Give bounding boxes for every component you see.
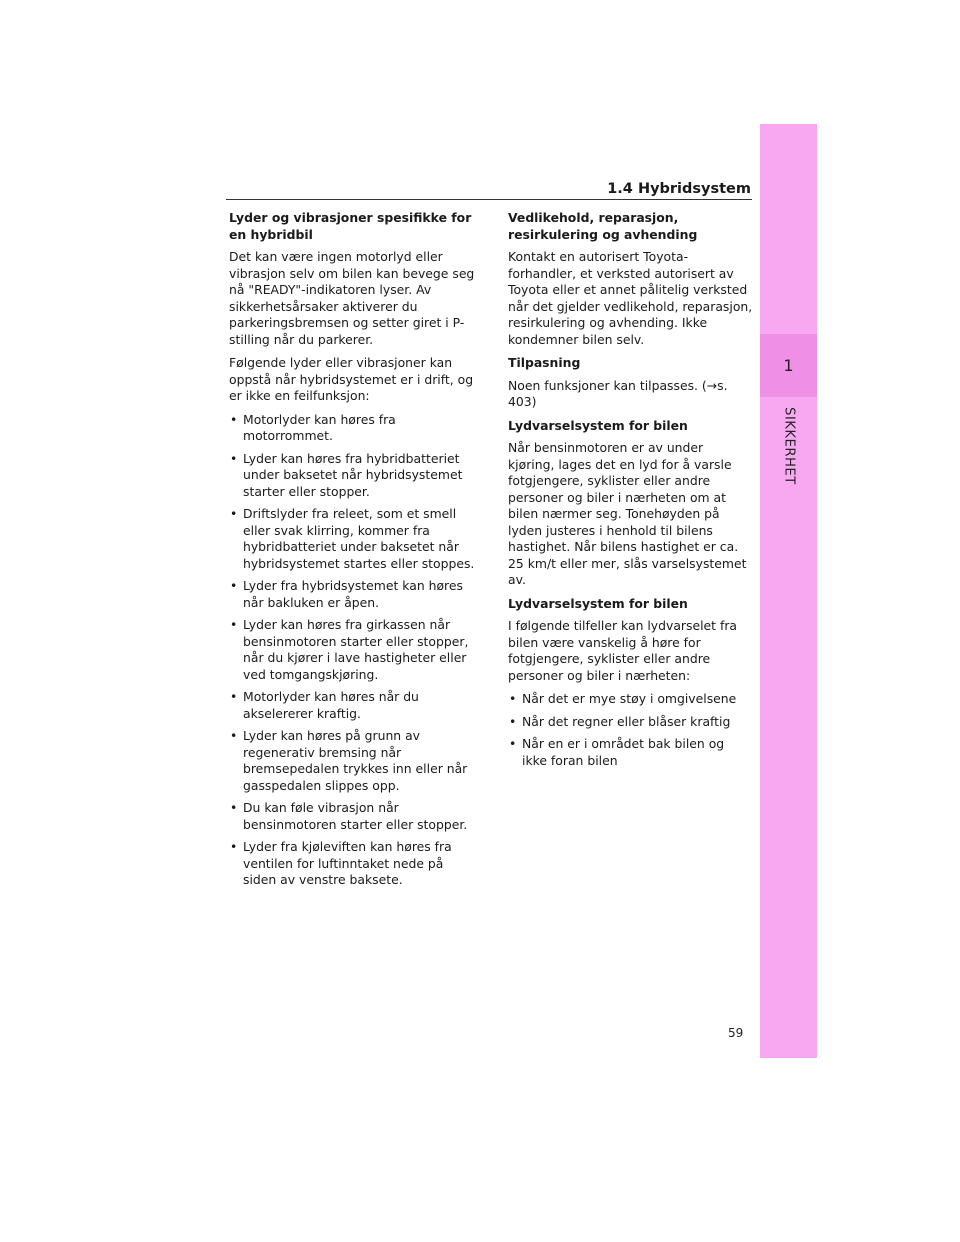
list-item: • Motorlyder kan høres når du akselererer kraftig.: [229, 689, 479, 722]
chapter-number-tab[interactable]: [760, 334, 817, 397]
left-bullet-list: [229, 412, 479, 889]
sound-warning-text-2: I følgende tilfeller kan lydvarselet fra bilen være vanskelig å høre for fotgjengere, syklister eller andre personer og biler i nærheten:: [508, 618, 738, 683]
left-heading: Lyder og vibrasjoner spesifikke for en hybridbil: [229, 210, 472, 242]
list-item: • Lyder kan høres fra girkassen når bensinmotoren starter eller stopper, når du kjører i lave hastigheter eller ved tomgangskjøring.: [229, 617, 479, 683]
list-item: • Motorlyder kan høres fra motorrommet.: [229, 412, 479, 445]
page-number: 59: [728, 1026, 744, 1040]
list-item: • Når en er i området bak bilen og ikke foran bilen: [508, 736, 753, 769]
right-column: [508, 210, 753, 775]
chapter-label: SIKKERHET: [781, 407, 797, 485]
header-divider: [226, 199, 752, 200]
maintenance-text: Kontakt en autorisert Toyota-forhandler, et verksted autorisert av Toyota eller et annet pålitelig verksted når det gjelder vedlikehold, reparasjon, resirkulering og avhending. Ikke kondemner bilen selv.: [508, 249, 753, 347]
left-column: [229, 210, 479, 895]
left-paragraph-1: Det kan være ingen motorlyd eller vibrasjon selv om bilen kan bevege seg nå "READY"-indikatoren lyser. Av sikkerhetsårsaker aktiverer du parkeringsbremsen og setter giret i P-stilling når du parkerer.: [229, 249, 475, 347]
chapter-sidebar: [760, 124, 817, 1058]
list-item: • Du kan føle vibrasjon når bensinmotoren starter eller stopper.: [229, 800, 479, 833]
list-item: • Lyder kan høres fra hybridbatteriet under baksetet når hybridsystemet starter eller stopper.: [229, 451, 479, 501]
list-item: • Når det er mye støy i omgivelsene: [508, 691, 753, 708]
sound-warning-text: Når bensinmotoren er av under kjøring, lages det en lyd for å varsle fotgjengere, syklister eller andre personer og biler i nærheten om at bilen nærmer seg. Tonehøyden på lyden justeres i henhold til bilens hastighet. Når bilens hastighet er ca. 25 km/t eller mer, slås varselsystemet av.: [508, 440, 747, 587]
list-item: • Driftslyder fra releet, som et smell eller svak klirring, kommer fra hybridbatteriet under baksetet når hybridsystemet startes eller stoppes.: [229, 506, 479, 572]
customization-heading: Tilpasning: [508, 355, 581, 370]
list-item: • Lyder kan høres på grunn av regenerativ bremsing når bremsepedalen trykkes inn eller når gasspedalen slippes opp.: [229, 728, 479, 794]
sound-warning-heading: Lydvarselsystem for bilen: [508, 417, 688, 433]
section-title: 1.4 Hybridsystem: [607, 181, 751, 197]
maintenance-heading: Vedlikehold, reparasjon, resirkulering og avhending: [508, 210, 698, 242]
list-item: • Lyder fra kjøleviften kan høres fra ventilen for luftinntaket nede på siden av venstre baksete.: [229, 839, 479, 889]
chapter-number: 1: [783, 356, 794, 375]
customization-text: Noen funksjoner kan tilpasses. (→s. 403): [508, 377, 728, 409]
list-item: • Lyder fra hybridsystemet kan høres når bakluken er åpen.: [229, 578, 479, 611]
list-item: • Når det regner eller blåser kraftig: [508, 714, 753, 731]
sound-warning-heading-2: Lydvarselsystem for bilen: [508, 595, 688, 611]
right-bullet-list: [508, 691, 753, 769]
left-paragraph-2: Følgende lyder eller vibrasjoner kan oppstå når hybridsystemet er i drift, og er ikke en feilfunksjon:: [229, 355, 474, 403]
